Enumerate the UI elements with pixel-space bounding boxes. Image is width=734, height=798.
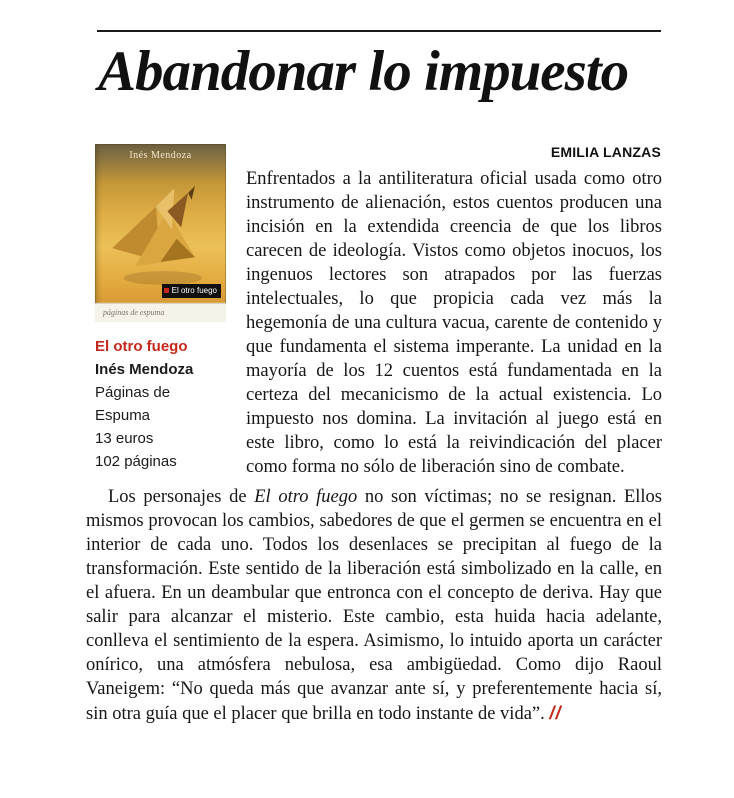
paragraph-2-pre: Los personajes de <box>108 486 255 507</box>
paragraph-1: Enfrentados a la antiliteratura oficial usada como otro instrumento de alienación, estos cuentos producen una incisión en la extendida creencia de que los libros carecen de ideología. Vistos como objetos inocuos, los ingenuos lectores son atrapados por las fuerzas intelectuales, lo que propicia cada vez más la hegemonía de una cultura vacua, carente de contenido y que fundamenta el sistema imperante. La unidad en la mayoría de los 12 cuentos está fundamentada en la certeza del mecanicismo de la actual existencia. Lo impuesto nos domina. La invitación al juego está en este libro, como lo está la reivindicación del placer como forma no sólo de liberación sino de combate. <box>246 168 662 477</box>
paragraph-2 <box>86 485 662 726</box>
article-body <box>88 144 662 479</box>
book-details <box>95 335 215 473</box>
top-rule <box>97 30 661 32</box>
origami-bird-icon <box>103 172 218 292</box>
book-publisher: Páginas de Espuma <box>95 383 171 424</box>
book-title-inline: El otro fuego <box>254 486 358 507</box>
imprint-square-icon <box>164 288 169 293</box>
book-column <box>95 144 235 479</box>
end-mark: // <box>549 701 562 723</box>
book-cover <box>95 144 226 322</box>
book-title: El otro fuego <box>95 337 188 355</box>
page-title: Abandonar lo impuesto <box>98 40 629 103</box>
text-column <box>246 144 662 479</box>
byline: EMILIA LANZAS <box>550 143 661 160</box>
paragraph-2-post: no son víctimas; no se resignan. Ellos mismos provocan los cambios, sabedores de que el germen se encuentra en el interior de cada uno. Todos los desenlaces se precipitan al fuego de la transformación. Este sentido de la liberación está simbolizado en la calle, en el afuera. En un deambular que entronca con el concepto de deriva. Hay que salir para alcanzar el misterio. Este cambio, esta huida hacia adelante, conlleva el sentimiento de la espera. Asimismo, lo intuido aporta un carácter onírico, una atmósfera nebulosa, esa ambigüedad. Como dijo Raoul Vaneigem: “No queda más que avanzar ante sí, y preferentemente hacia sí, sin otra guía que el placer que brilla en todo instante de vida”. <box>86 486 662 724</box>
cover-publisher-strip: páginas de espuma <box>95 303 226 322</box>
book-pages: 102 páginas <box>95 452 177 470</box>
cover-title-chip <box>162 284 221 298</box>
cover-author-name: Inés Mendoza <box>129 149 192 161</box>
book-author: Inés Mendoza <box>95 360 194 378</box>
cover-title-text: El otro fuego <box>171 285 217 295</box>
book-price: 13 euros <box>95 429 154 447</box>
